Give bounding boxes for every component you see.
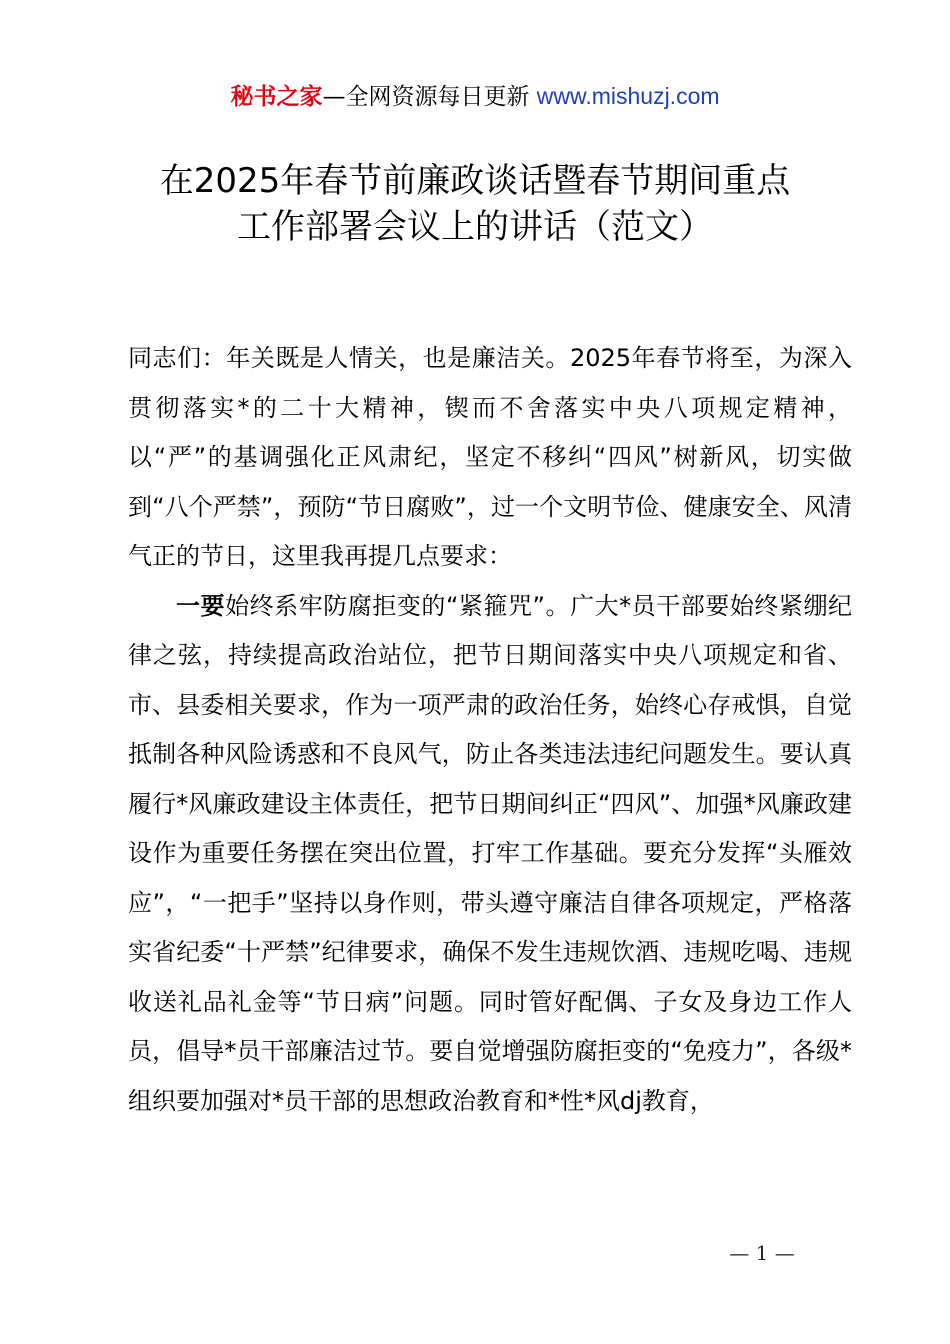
document-body	[128, 334, 852, 1126]
site-url-link[interactable]: www.mishuzj.com	[536, 83, 720, 109]
site-brand: 秘书之家	[230, 84, 323, 110]
title-line-1: 在2025年春节前廉政谈话暨春节期间重点	[159, 161, 791, 201]
point-1-paragraph	[128, 582, 852, 1127]
site-banner	[0, 80, 950, 113]
intro-paragraph: 同志们：年关既是人情关，也是廉洁关。2025年春节将至，为深入贯彻落实*的二十大精神，锲而不舍落实中央八项规定精神，以“严”的基调强化正风肃纪，坚定不移纠“四风”树新风，切实做到“八个严禁”，预防“节日腐败”，过一个文明节俭、健康安全、风清气正的节日，这里我再提几点要求：	[128, 344, 852, 570]
point-1-text: 始终系牢防腐拒变的“紧箍咒”。广大*员干部要始终紧绷纪律之弦，持续提高政治站位，把节日期间落实中央八项规定和省、市、县委相关要求，作为一项严肃的政治任务，始终心存戒惧，自觉抵制各种风险诱惑和不良风气，防止各类违法违纪问题发生。要认真履行*风廉政建设主体责任，把节日期间纠正“四风”、加强*风廉政建设作为重要任务摆在突出位置，打牢工作基础。要充分发挥“头雁效应”，“一把手”坚持以身作则，带头遵守廉洁自律各项规定，严格落实省纪委“十严禁”纪律要求，确保不发生违规饮酒、违规吃喝、违规收送礼品礼金等“节日病”问题。同时管好配偶、子女及身边工作人员，倡导*员干部廉洁过节。要自觉增强防腐拒变的“免疫力”，各级*组织要加强对*员干部的思想政治教育和*性*风dj教育，	[128, 591, 853, 1115]
document-title	[0, 158, 950, 250]
page-number: — 1 —	[729, 1241, 795, 1265]
site-tagline: —全网资源每日更新	[322, 84, 537, 110]
title-line-2: 工作部署会议上的讲话（范文）	[237, 207, 713, 247]
point-1-lead: 一要	[176, 591, 226, 620]
